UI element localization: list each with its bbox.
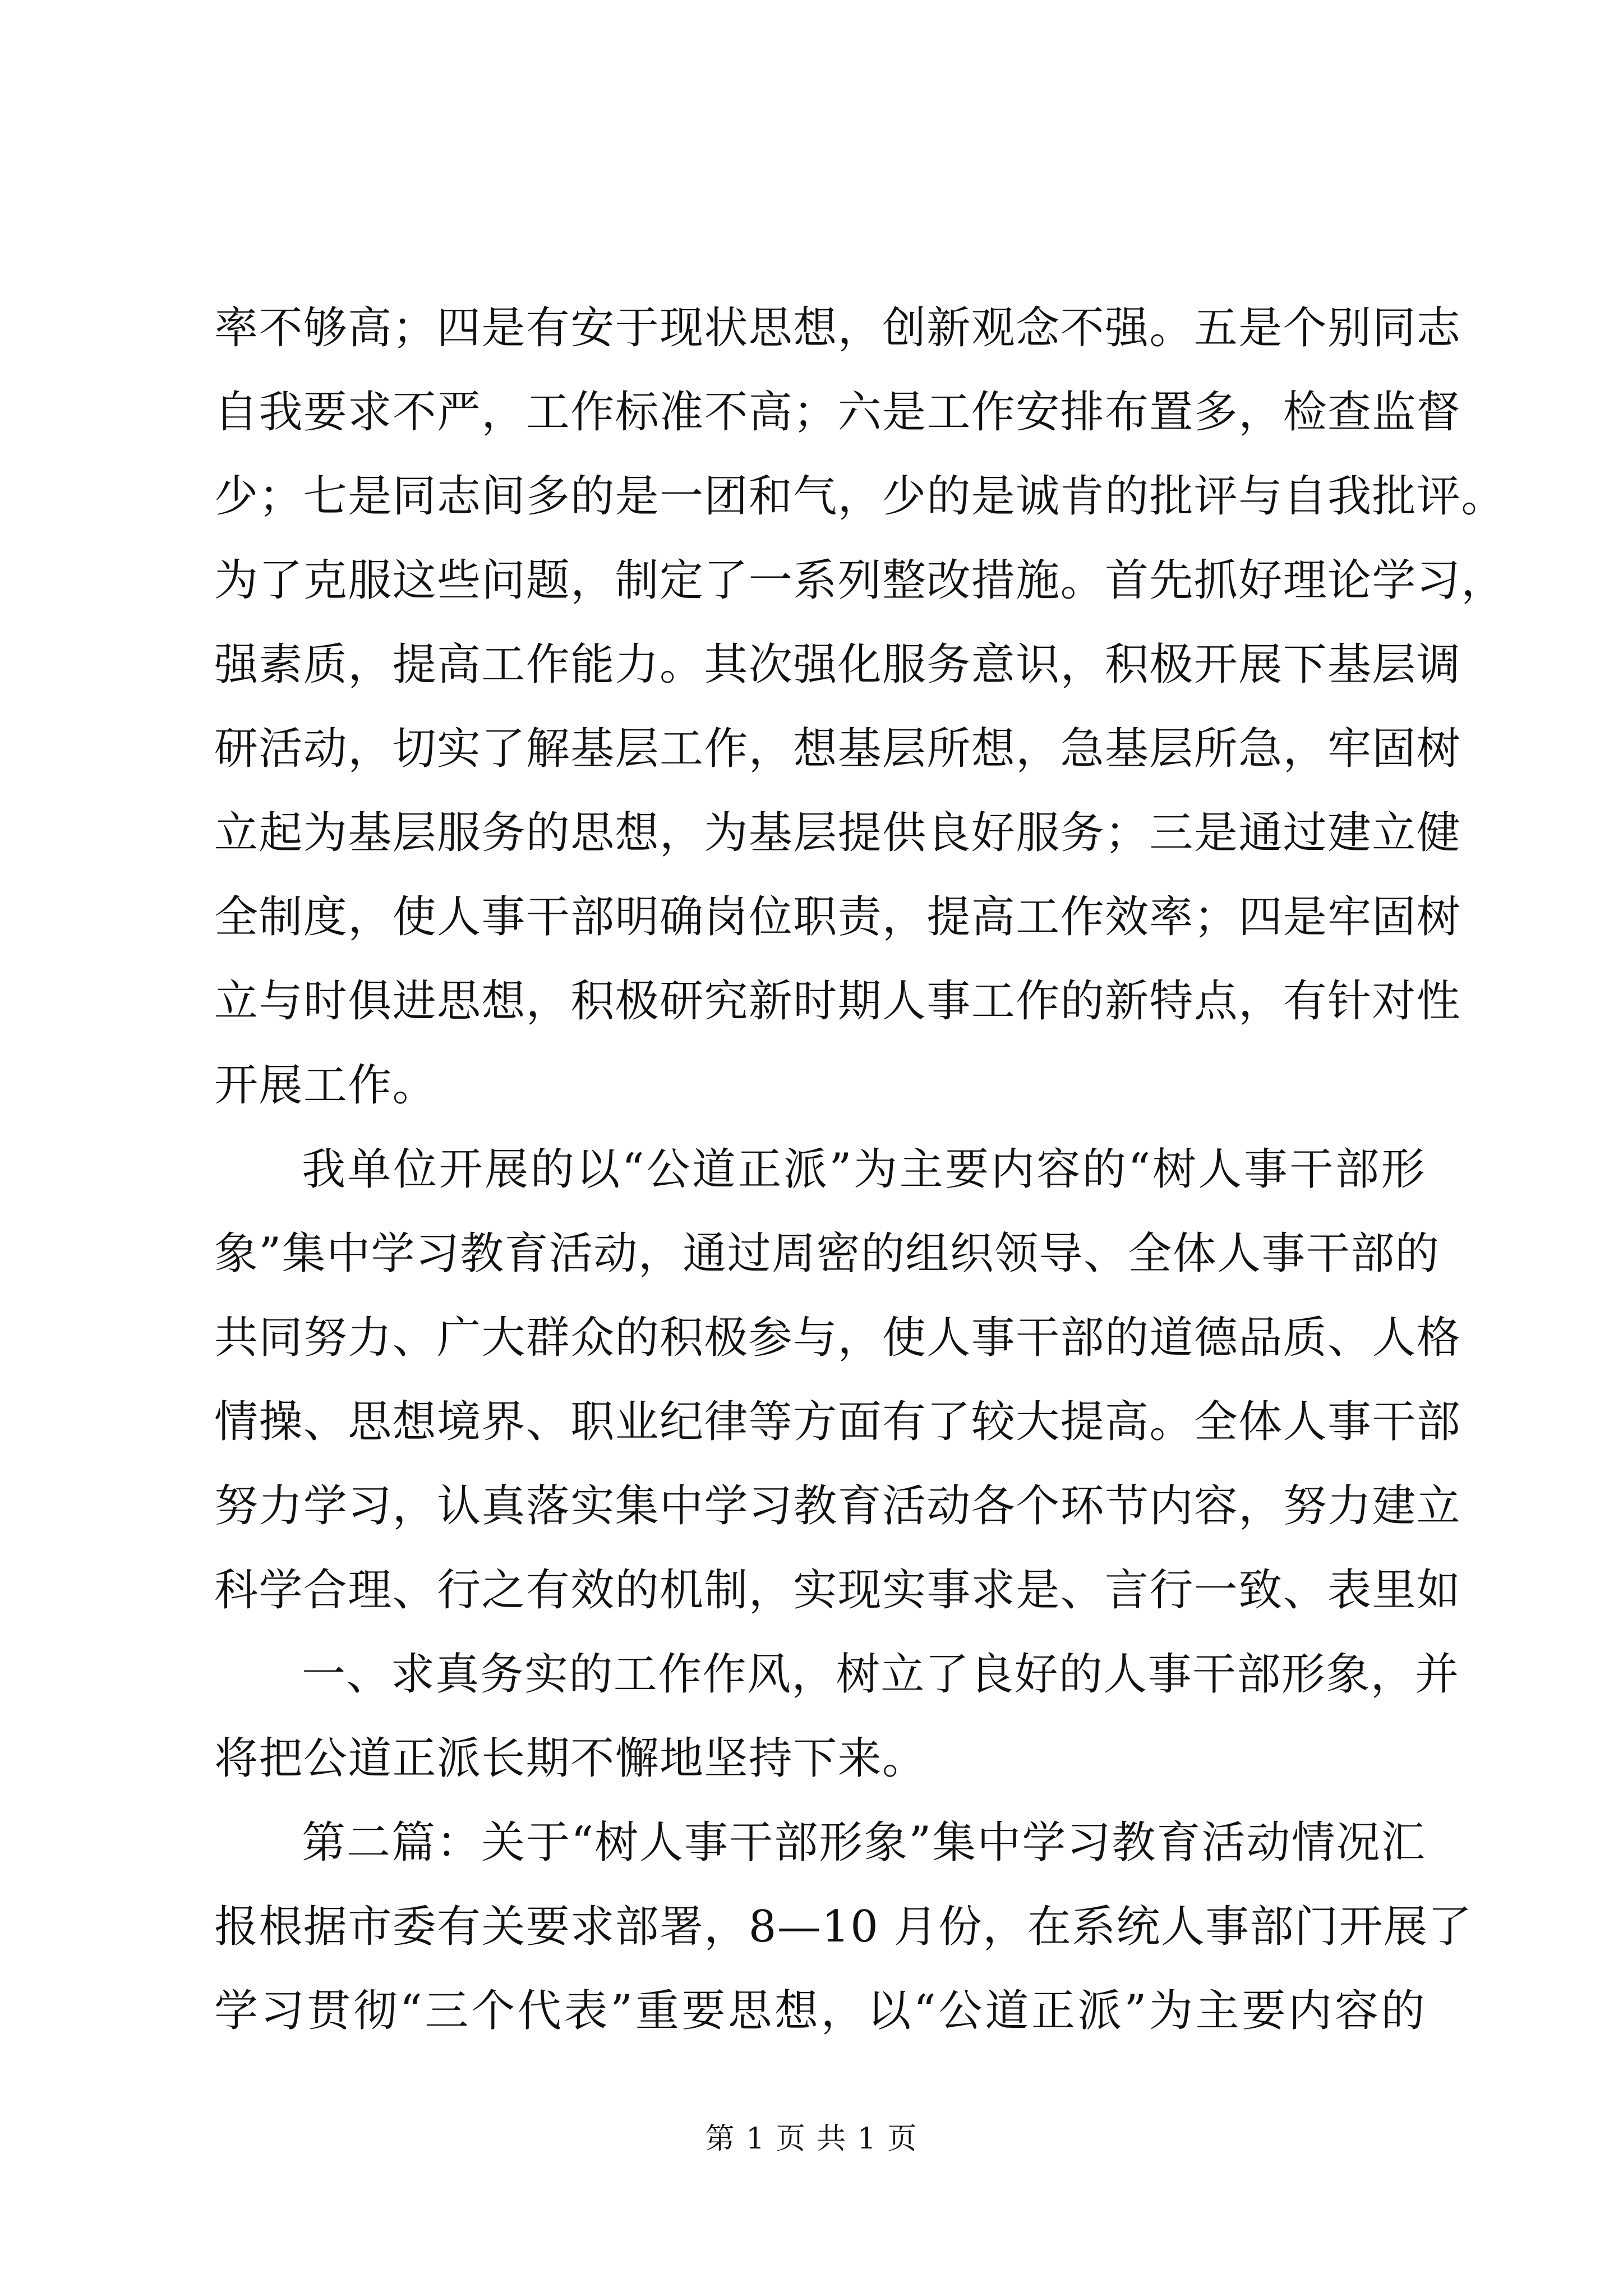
text-line: 率不够高；四是有安于现状思想，创新观念不强。五是个别同志 xyxy=(214,303,1461,353)
paragraph-first-line: 我单位开展的以“公道正派”为主要内容的“树人事干部形 xyxy=(302,1144,1426,1195)
document-body xyxy=(214,286,1506,2053)
text-line: 立与时俱进思想，积极研究新时期人事工作的新特点，有针对性 xyxy=(214,976,1461,1027)
text-line: 少；七是同志间多的是一团和气，少的是诚肯的批评与自我批评。 xyxy=(214,471,1506,522)
text-line: 一、求真务实的工作作风，树立了良好的人事干部形象，并 xyxy=(302,1649,1460,1700)
text-line: 为了克服这些问题，制定了一系列整改措施。首先抓好理论学习， xyxy=(214,555,1506,606)
text-line: 立起为基层服务的思想，为基层提供良好服务；三是通过建立健 xyxy=(214,808,1461,858)
text-line: 象”集中学习教育活动，通过周密的组织领导、全体人事干部的 xyxy=(214,1228,1440,1279)
text-line: 将把公道正派长期不懈地坚持下来。 xyxy=(214,1733,927,1784)
text-line: 研活动，切实了解基层工作，想基层所想，急基层所急，牢固树 xyxy=(214,724,1461,774)
paragraph-first-line: 第二篇：关于“树人事干部形象”集中学习教育活动情况汇 xyxy=(302,1818,1426,1868)
text-line: 共同努力、广大群众的积极参与，使人事干部的道德品质、人格 xyxy=(214,1313,1461,1363)
text-line: 报根据市委有关要求部署，8—10 月份，在系统人事部门开展了 xyxy=(214,1902,1473,1952)
text-line: 强素质，提高工作能力。其次强化服务意识，积极开展下基层调 xyxy=(214,639,1461,690)
text-line: 努力学习，认真落实集中学习教育活动各个环节内容，努力建立 xyxy=(214,1481,1461,1531)
text-line: 自我要求不严，工作标准不高；六是工作安排布置多，检查监督 xyxy=(214,387,1461,438)
text-line: 情操、思想境界、职业纪律等方面有了较大提高。全体人事干部 xyxy=(214,1397,1461,1447)
page-footer: 第 1 页 共 1 页 xyxy=(705,2122,918,2156)
text-line: 科学合理、行之有效的机制，实现实事求是、言行一致、表里如 xyxy=(214,1565,1461,1616)
text-line: 开展工作。 xyxy=(214,1060,437,1111)
text-line: 学习贯彻“三个代表”重要思想，以“公道正派”为主要内容的 xyxy=(214,1986,1426,2036)
text-line: 全制度，使人事干部明确岗位职责，提高工作效率；四是牢固树 xyxy=(214,892,1461,942)
